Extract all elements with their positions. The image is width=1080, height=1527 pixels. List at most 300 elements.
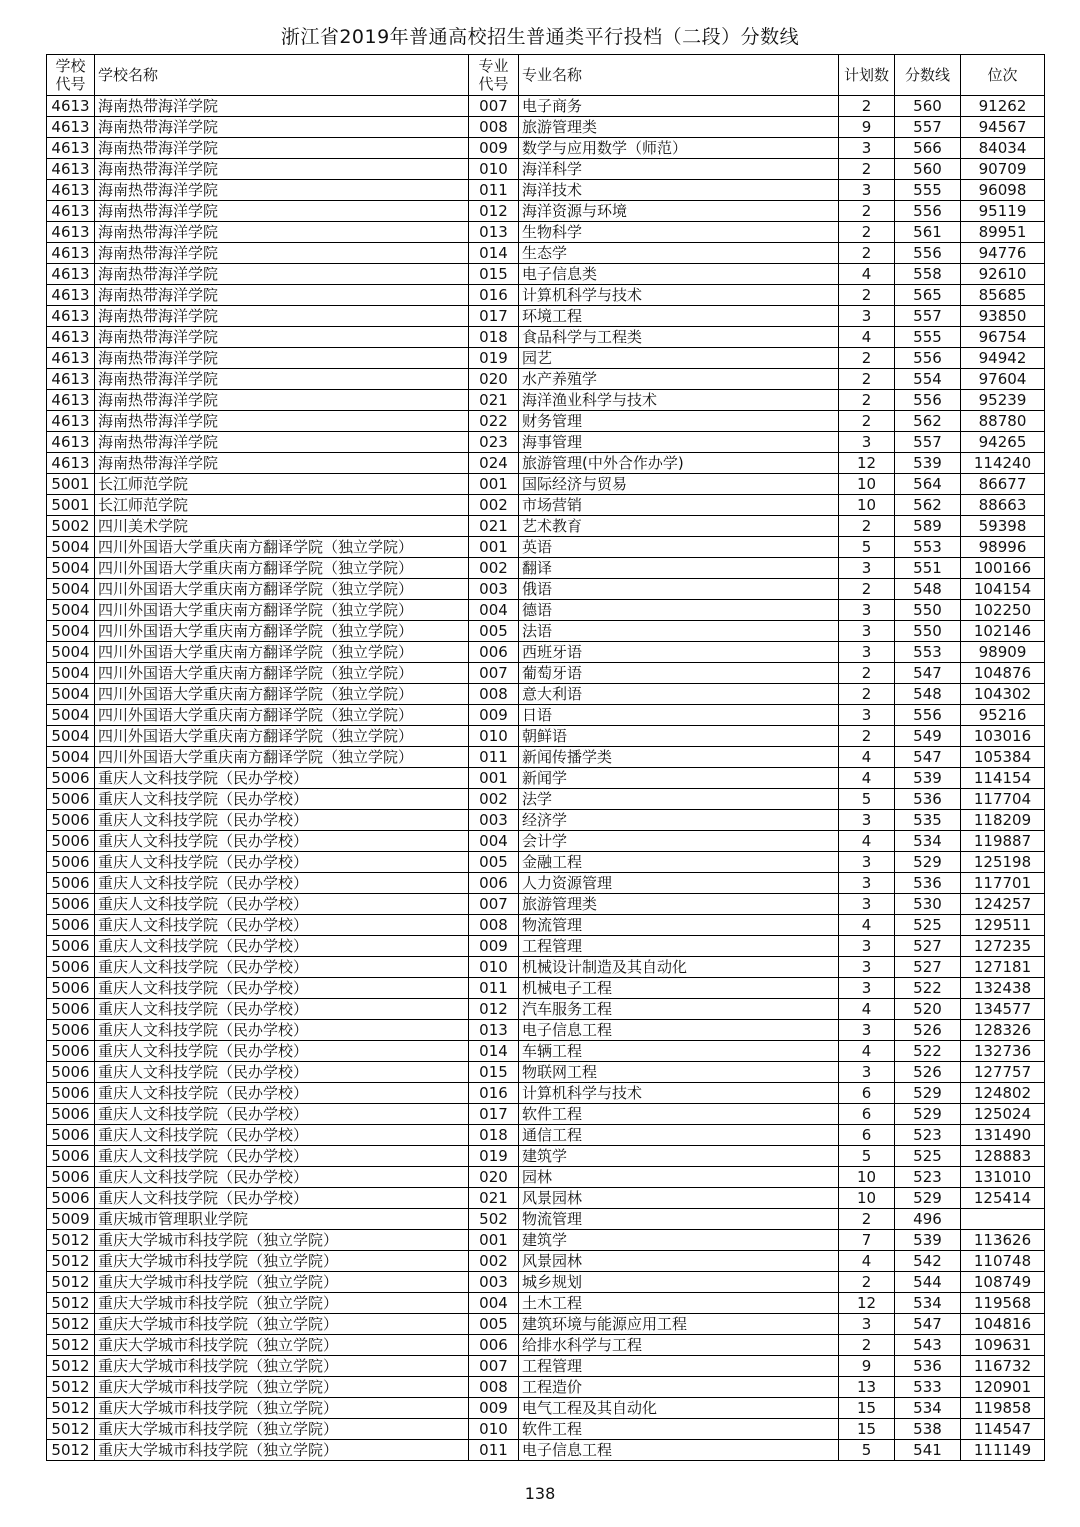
rank-cell: 105384 (961, 747, 1045, 768)
score-cell: 561 (895, 222, 961, 243)
school-code-cell: 5006 (47, 810, 95, 831)
score-cell: 527 (895, 936, 961, 957)
school-name-cell: 四川外国语大学重庆南方翻译学院（独立学院） (95, 600, 469, 621)
school-name-cell: 长江师范学院 (95, 495, 469, 516)
table-row (47, 579, 1045, 600)
school-name-cell: 海南热带海洋学院 (95, 453, 469, 474)
table-row (47, 306, 1045, 327)
plan-count-cell: 5 (839, 789, 895, 810)
plan-count-cell: 5 (839, 1146, 895, 1167)
school-name-cell: 四川外国语大学重庆南方翻译学院（独立学院） (95, 558, 469, 579)
school-code-cell: 5004 (47, 579, 95, 600)
score-cell: 541 (895, 1440, 961, 1461)
school-code-cell: 5009 (47, 1209, 95, 1230)
table-row (47, 705, 1045, 726)
rank-cell: 59398 (961, 516, 1045, 537)
major-code-cell: 011 (469, 978, 519, 999)
major-code-cell: 003 (469, 1272, 519, 1293)
major-code-cell: 018 (469, 327, 519, 348)
major-code-cell: 001 (469, 537, 519, 558)
plan-count-cell: 4 (839, 327, 895, 348)
major-name-cell: 翻译 (519, 558, 839, 579)
table-row (47, 159, 1045, 180)
plan-count-cell: 2 (839, 1335, 895, 1356)
rank-cell: 95216 (961, 705, 1045, 726)
major-code-cell: 502 (469, 1209, 519, 1230)
rank-cell: 119887 (961, 831, 1045, 852)
major-code-cell: 006 (469, 873, 519, 894)
school-name-cell: 四川外国语大学重庆南方翻译学院（独立学院） (95, 705, 469, 726)
school-code-cell: 5004 (47, 600, 95, 621)
major-code-cell: 003 (469, 579, 519, 600)
major-name-cell: 电子信息类 (519, 264, 839, 285)
table-row (47, 1356, 1045, 1377)
school-code-cell: 5012 (47, 1335, 95, 1356)
table-row (47, 390, 1045, 411)
school-code-cell: 4613 (47, 222, 95, 243)
school-name-cell: 海南热带海洋学院 (95, 159, 469, 180)
major-code-cell: 011 (469, 1440, 519, 1461)
school-code-cell: 4613 (47, 306, 95, 327)
major-code-cell: 019 (469, 348, 519, 369)
rank-cell: 90709 (961, 159, 1045, 180)
school-name-cell: 重庆人文科技学院（民办学校） (95, 936, 469, 957)
rank-cell: 94776 (961, 243, 1045, 264)
header-plan: 计划数 (839, 55, 895, 96)
score-cell: 556 (895, 348, 961, 369)
school-name-cell: 重庆大学城市科技学院（独立学院） (95, 1440, 469, 1461)
major-name-cell: 物流管理 (519, 1209, 839, 1230)
major-code-cell: 003 (469, 810, 519, 831)
major-name-cell: 计算机科学与技术 (519, 285, 839, 306)
school-name-cell: 重庆人文科技学院（民办学校） (95, 831, 469, 852)
header-rank: 位次 (961, 55, 1045, 96)
major-code-cell: 006 (469, 642, 519, 663)
score-cell: 536 (895, 1356, 961, 1377)
rank-cell: 114154 (961, 768, 1045, 789)
table-row (47, 1314, 1045, 1335)
major-code-cell: 007 (469, 894, 519, 915)
rank-cell: 94942 (961, 348, 1045, 369)
school-name-cell: 海南热带海洋学院 (95, 264, 469, 285)
major-name-cell: 金融工程 (519, 852, 839, 873)
school-name-cell: 海南热带海洋学院 (95, 117, 469, 138)
major-name-cell: 海洋科学 (519, 159, 839, 180)
table-row (47, 1272, 1045, 1293)
school-code-cell: 5001 (47, 495, 95, 516)
table-row (47, 1125, 1045, 1146)
score-cell: 547 (895, 663, 961, 684)
plan-count-cell: 4 (839, 264, 895, 285)
major-code-cell: 002 (469, 558, 519, 579)
table-row (47, 201, 1045, 222)
school-name-cell: 重庆大学城市科技学院（独立学院） (95, 1398, 469, 1419)
plan-count-cell: 3 (839, 810, 895, 831)
plan-count-cell: 10 (839, 1188, 895, 1209)
plan-count-cell: 3 (839, 852, 895, 873)
school-name-cell: 重庆大学城市科技学院（独立学院） (95, 1356, 469, 1377)
major-code-cell: 009 (469, 138, 519, 159)
plan-count-cell: 4 (839, 1041, 895, 1062)
score-cell: 544 (895, 1272, 961, 1293)
table-row (47, 264, 1045, 285)
score-cell: 550 (895, 621, 961, 642)
major-code-cell: 005 (469, 621, 519, 642)
plan-count-cell: 2 (839, 684, 895, 705)
major-code-cell: 008 (469, 1377, 519, 1398)
major-code-cell: 019 (469, 1146, 519, 1167)
table-row (47, 285, 1045, 306)
table-row (47, 495, 1045, 516)
school-name-cell: 重庆人文科技学院（民办学校） (95, 999, 469, 1020)
school-code-cell: 5004 (47, 705, 95, 726)
header-score: 分数线 (895, 55, 961, 96)
plan-count-cell: 2 (839, 243, 895, 264)
table-row (47, 1230, 1045, 1251)
score-cell: 539 (895, 1230, 961, 1251)
major-name-cell: 电子信息工程 (519, 1020, 839, 1041)
major-name-cell: 旅游管理类 (519, 117, 839, 138)
plan-count-cell: 4 (839, 768, 895, 789)
plan-count-cell: 6 (839, 1083, 895, 1104)
school-code-cell: 5006 (47, 768, 95, 789)
school-code-cell: 5006 (47, 915, 95, 936)
major-name-cell: 市场营销 (519, 495, 839, 516)
rank-cell: 102250 (961, 600, 1045, 621)
rank-cell: 128326 (961, 1020, 1045, 1041)
plan-count-cell: 2 (839, 222, 895, 243)
rank-cell: 132736 (961, 1041, 1045, 1062)
rank-cell: 124802 (961, 1083, 1045, 1104)
major-name-cell: 新闻学 (519, 768, 839, 789)
score-cell: 557 (895, 117, 961, 138)
table-row (47, 915, 1045, 936)
plan-count-cell: 2 (839, 411, 895, 432)
plan-count-cell: 9 (839, 1356, 895, 1377)
score-cell: 549 (895, 726, 961, 747)
rank-cell: 97604 (961, 369, 1045, 390)
major-code-cell: 010 (469, 159, 519, 180)
rank-cell: 129511 (961, 915, 1045, 936)
major-name-cell: 会计学 (519, 831, 839, 852)
plan-count-cell: 2 (839, 96, 895, 117)
school-name-cell: 重庆人文科技学院（民办学校） (95, 1188, 469, 1209)
table-row (47, 1293, 1045, 1314)
major-code-cell: 008 (469, 117, 519, 138)
plan-count-cell: 7 (839, 1230, 895, 1251)
major-name-cell: 海洋渔业科学与技术 (519, 390, 839, 411)
school-name-cell: 海南热带海洋学院 (95, 180, 469, 201)
school-code-cell: 5006 (47, 873, 95, 894)
major-name-cell: 海事管理 (519, 432, 839, 453)
school-code-cell: 5004 (47, 642, 95, 663)
rank-cell: 96098 (961, 180, 1045, 201)
school-name-cell: 长江师范学院 (95, 474, 469, 495)
major-code-cell: 009 (469, 705, 519, 726)
school-name-cell: 重庆人文科技学院（民办学校） (95, 789, 469, 810)
rank-cell: 102146 (961, 621, 1045, 642)
major-code-cell: 007 (469, 663, 519, 684)
school-code-cell: 4613 (47, 369, 95, 390)
score-cell: 557 (895, 432, 961, 453)
major-code-cell: 023 (469, 432, 519, 453)
score-cell: 553 (895, 537, 961, 558)
rank-cell: 104816 (961, 1314, 1045, 1335)
score-cell: 525 (895, 1146, 961, 1167)
table-row (47, 1440, 1045, 1461)
score-cell: 558 (895, 264, 961, 285)
score-cell: 529 (895, 1104, 961, 1125)
school-code-cell: 5002 (47, 516, 95, 537)
school-code-cell: 4613 (47, 327, 95, 348)
table-row (47, 726, 1045, 747)
score-cell: 589 (895, 516, 961, 537)
school-name-cell: 重庆大学城市科技学院（独立学院） (95, 1335, 469, 1356)
major-name-cell: 食品科学与工程类 (519, 327, 839, 348)
school-name-cell: 重庆人文科技学院（民办学校） (95, 1146, 469, 1167)
page-title: 浙江省2019年普通高校招生普通类平行投档（二段）分数线 (280, 26, 800, 48)
rank-cell: 91262 (961, 96, 1045, 117)
school-name-cell: 海南热带海洋学院 (95, 327, 469, 348)
rank-cell: 98909 (961, 642, 1045, 663)
major-name-cell: 日语 (519, 705, 839, 726)
school-code-cell: 5006 (47, 999, 95, 1020)
major-name-cell: 法语 (519, 621, 839, 642)
major-code-cell: 009 (469, 1398, 519, 1419)
plan-count-cell: 2 (839, 726, 895, 747)
school-code-cell: 5004 (47, 747, 95, 768)
score-cell: 539 (895, 768, 961, 789)
table-row (47, 621, 1045, 642)
major-code-cell: 015 (469, 264, 519, 285)
major-name-cell: 西班牙语 (519, 642, 839, 663)
plan-count-cell: 2 (839, 285, 895, 306)
major-name-cell: 园林 (519, 1167, 839, 1188)
rank-cell: 92610 (961, 264, 1045, 285)
school-name-cell: 海南热带海洋学院 (95, 96, 469, 117)
major-name-cell: 给排水科学与工程 (519, 1335, 839, 1356)
rank-cell: 104154 (961, 579, 1045, 600)
major-name-cell: 艺术教育 (519, 516, 839, 537)
rank-cell: 113626 (961, 1230, 1045, 1251)
major-name-cell: 法学 (519, 789, 839, 810)
rank-cell: 96754 (961, 327, 1045, 348)
score-cell: 566 (895, 138, 961, 159)
table-row (47, 999, 1045, 1020)
score-cell: 526 (895, 1062, 961, 1083)
table-row (47, 474, 1045, 495)
school-code-cell: 4613 (47, 96, 95, 117)
score-cell: 522 (895, 978, 961, 999)
score-cell: 564 (895, 474, 961, 495)
major-code-cell: 014 (469, 1041, 519, 1062)
school-name-cell: 重庆人文科技学院（民办学校） (95, 810, 469, 831)
score-cell: 525 (895, 915, 961, 936)
major-code-cell: 002 (469, 495, 519, 516)
major-name-cell: 车辆工程 (519, 1041, 839, 1062)
major-name-cell: 风景园林 (519, 1251, 839, 1272)
school-code-cell: 4613 (47, 264, 95, 285)
rank-cell: 85685 (961, 285, 1045, 306)
school-code-cell: 5006 (47, 1020, 95, 1041)
major-name-cell: 机械电子工程 (519, 978, 839, 999)
major-name-cell: 水产养殖学 (519, 369, 839, 390)
plan-count-cell: 3 (839, 1314, 895, 1335)
rank-cell: 134577 (961, 999, 1045, 1020)
major-name-cell: 新闻传播学类 (519, 747, 839, 768)
major-name-cell: 建筑环境与能源应用工程 (519, 1314, 839, 1335)
score-cell: 536 (895, 789, 961, 810)
school-name-cell: 重庆人文科技学院（民办学校） (95, 915, 469, 936)
school-name-cell: 海南热带海洋学院 (95, 432, 469, 453)
score-cell: 543 (895, 1335, 961, 1356)
major-name-cell: 建筑学 (519, 1230, 839, 1251)
rank-cell: 128883 (961, 1146, 1045, 1167)
school-code-cell: 4613 (47, 432, 95, 453)
school-code-cell: 5004 (47, 558, 95, 579)
plan-count-cell: 2 (839, 159, 895, 180)
school-name-cell: 重庆人文科技学院（民办学校） (95, 1167, 469, 1188)
school-name-cell: 四川美术学院 (95, 516, 469, 537)
table-row (47, 663, 1045, 684)
plan-count-cell: 5 (839, 537, 895, 558)
score-cell: 548 (895, 579, 961, 600)
school-name-cell: 海南热带海洋学院 (95, 243, 469, 264)
table-row (47, 117, 1045, 138)
school-code-cell: 5012 (47, 1440, 95, 1461)
table-row (47, 957, 1045, 978)
plan-count-cell: 3 (839, 138, 895, 159)
school-name-cell: 重庆城市管理职业学院 (95, 1209, 469, 1230)
plan-count-cell: 4 (839, 1251, 895, 1272)
school-code-cell: 5006 (47, 978, 95, 999)
score-cell: 530 (895, 894, 961, 915)
score-cell: 556 (895, 705, 961, 726)
major-name-cell: 旅游管理(中外合作办学) (519, 453, 839, 474)
major-name-cell: 计算机科学与技术 (519, 1083, 839, 1104)
major-code-cell: 014 (469, 243, 519, 264)
school-code-cell: 5012 (47, 1356, 95, 1377)
major-code-cell: 010 (469, 726, 519, 747)
rank-cell: 88663 (961, 495, 1045, 516)
school-code-cell: 5006 (47, 1167, 95, 1188)
major-name-cell: 机械设计制造及其自动化 (519, 957, 839, 978)
major-code-cell: 015 (469, 1062, 519, 1083)
major-name-cell: 环境工程 (519, 306, 839, 327)
major-code-cell: 004 (469, 600, 519, 621)
plan-count-cell: 3 (839, 873, 895, 894)
school-code-cell: 5006 (47, 1083, 95, 1104)
score-cell: 529 (895, 1083, 961, 1104)
major-name-cell: 工程管理 (519, 936, 839, 957)
page-number: 138 (524, 1484, 556, 1503)
rank-cell: 119858 (961, 1398, 1045, 1419)
major-code-cell: 009 (469, 936, 519, 957)
score-cell: 533 (895, 1377, 961, 1398)
rank-cell: 125024 (961, 1104, 1045, 1125)
major-name-cell: 财务管理 (519, 411, 839, 432)
school-name-cell: 海南热带海洋学院 (95, 390, 469, 411)
major-code-cell: 002 (469, 1251, 519, 1272)
school-code-cell: 5012 (47, 1251, 95, 1272)
table-row (47, 453, 1045, 474)
major-code-cell: 001 (469, 1230, 519, 1251)
major-name-cell: 国际经济与贸易 (519, 474, 839, 495)
rank-cell: 116732 (961, 1356, 1045, 1377)
rank-cell (961, 1209, 1045, 1230)
score-cell: 560 (895, 96, 961, 117)
rank-cell: 110748 (961, 1251, 1045, 1272)
school-name-cell: 重庆人文科技学院（民办学校） (95, 873, 469, 894)
rank-cell: 84034 (961, 138, 1045, 159)
plan-count-cell: 3 (839, 1062, 895, 1083)
school-name-cell: 重庆人文科技学院（民办学校） (95, 957, 469, 978)
school-code-cell: 4613 (47, 453, 95, 474)
major-name-cell: 电子信息工程 (519, 1440, 839, 1461)
rank-cell: 108749 (961, 1272, 1045, 1293)
major-name-cell: 软件工程 (519, 1104, 839, 1125)
school-code-cell: 4613 (47, 285, 95, 306)
school-code-cell: 5006 (47, 936, 95, 957)
header-major-code: 专业代号 (469, 55, 519, 96)
major-name-cell: 生态学 (519, 243, 839, 264)
header-major-name: 专业名称 (519, 55, 839, 96)
table-row (47, 1020, 1045, 1041)
major-code-cell: 001 (469, 768, 519, 789)
rank-cell: 93850 (961, 306, 1045, 327)
score-cell: 529 (895, 1188, 961, 1209)
major-name-cell: 意大利语 (519, 684, 839, 705)
rank-cell: 104302 (961, 684, 1045, 705)
score-cell: 536 (895, 873, 961, 894)
score-cell: 527 (895, 957, 961, 978)
major-code-cell: 004 (469, 1293, 519, 1314)
rank-cell: 114240 (961, 453, 1045, 474)
school-name-cell: 重庆人文科技学院（民办学校） (95, 1041, 469, 1062)
table-row (47, 852, 1045, 873)
major-code-cell: 017 (469, 306, 519, 327)
score-cell: 551 (895, 558, 961, 579)
school-name-cell: 四川外国语大学重庆南方翻译学院（独立学院） (95, 642, 469, 663)
table-row (47, 1062, 1045, 1083)
school-name-cell: 海南热带海洋学院 (95, 411, 469, 432)
table-row (47, 1335, 1045, 1356)
school-name-cell: 重庆人文科技学院（民办学校） (95, 894, 469, 915)
plan-count-cell: 2 (839, 1272, 895, 1293)
plan-count-cell: 10 (839, 474, 895, 495)
plan-count-cell: 6 (839, 1125, 895, 1146)
school-name-cell: 重庆人文科技学院（民办学校） (95, 978, 469, 999)
plan-count-cell: 6 (839, 1104, 895, 1125)
plan-count-cell: 3 (839, 558, 895, 579)
major-name-cell: 葡萄牙语 (519, 663, 839, 684)
table-row (47, 1167, 1045, 1188)
major-code-cell: 001 (469, 474, 519, 495)
rank-cell: 124257 (961, 894, 1045, 915)
major-code-cell: 012 (469, 201, 519, 222)
score-cell: 538 (895, 1419, 961, 1440)
table-row (47, 1104, 1045, 1125)
major-code-cell: 022 (469, 411, 519, 432)
plan-count-cell: 12 (839, 1293, 895, 1314)
school-name-cell: 重庆人文科技学院（民办学校） (95, 1125, 469, 1146)
score-cell: 556 (895, 390, 961, 411)
table-row (47, 1209, 1045, 1230)
rank-cell: 131010 (961, 1167, 1045, 1188)
plan-count-cell: 3 (839, 600, 895, 621)
school-code-cell: 5012 (47, 1293, 95, 1314)
plan-count-cell: 10 (839, 495, 895, 516)
